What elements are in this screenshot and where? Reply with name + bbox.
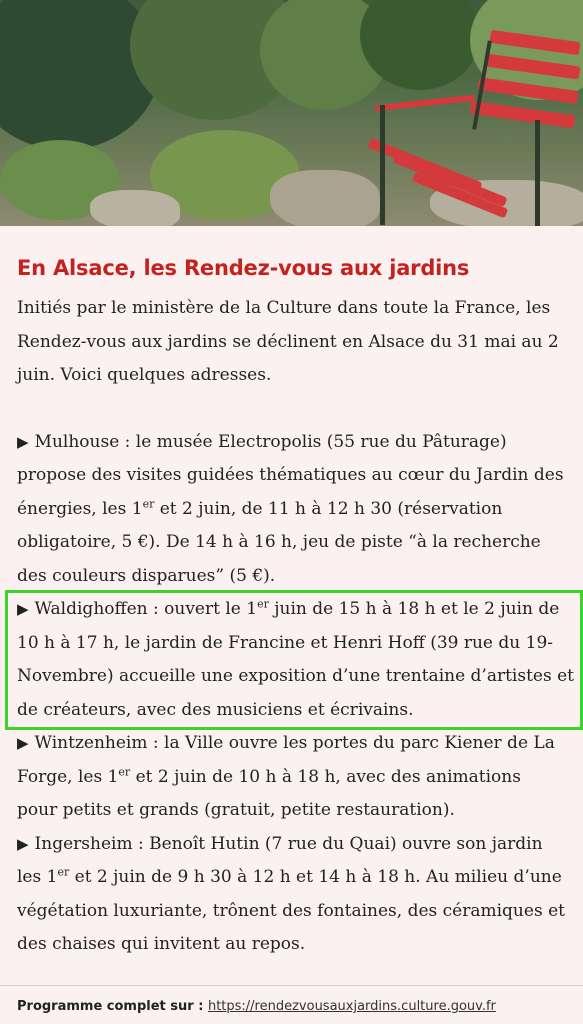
footer-label: Programme complet sur : <box>17 999 208 1014</box>
article-title: En Alsace, les Rendez-vous aux jardins <box>17 256 470 280</box>
garden-photo <box>0 0 583 226</box>
event-item-mulhouse <box>17 426 566 594</box>
event-text: et 2 juin de 10 h à 18 h, avec des animations pour petits et grands (gratuit, petite restauration). <box>17 766 521 820</box>
article-intro: Initiés par le ministère de la Culture dans toute la France, les Rendez-vous aux jardins se déclinent en Alsace du 31 mai au 2 juin. Voici quelques adresses. <box>17 298 559 385</box>
article-body <box>0 256 583 962</box>
event-text: : la Ville ouvre les portes du parc Kiener de La Forge, les 1 <box>17 733 555 787</box>
photo-rock <box>270 170 380 226</box>
event-text: juin de 15 h à 18 h et le 2 juin de 10 h à 17 h, le jardin de Francine et Henri Hoff (39 rue du 19-Novembre) accueille une exposition d’une trentaine d’artistes et de créateurs, avec des musiciens et écrivains. <box>17 599 574 720</box>
chair-leg <box>380 105 385 225</box>
event-item-waldighoffen <box>8 593 580 727</box>
event-text: et 2 juin de 9 h 30 à 12 h et 14 h à 18 h. Au milieu d’une végétation luxuriante, trônent des fontaines, des céramiques et des chaises qui invitent au repos. <box>17 867 565 954</box>
chair-leg <box>535 120 540 226</box>
play-arrow-icon: ▶ <box>17 834 29 853</box>
chair-slat <box>470 101 576 128</box>
footer-program <box>17 999 496 1014</box>
ordinal-suffix: er <box>57 865 70 879</box>
event-text: et 2 juin, de 11 h à 12 h 30 (réservation obligatoire, 5 €). De 14 h à 16 h, jeu de piste “à la recherche des couleurs disparues” (5 €). <box>17 498 541 586</box>
ordinal-suffix: er <box>142 496 155 510</box>
event-text: : le musée Electropolis (55 rue du Pâturage) propose des visites guidées thématiques au cœur du Jardin des énergies, les 1 <box>17 431 564 519</box>
event-text: : Benoît Hutin (7 rue du Quai) ouvre son jardin les 1 <box>17 833 543 887</box>
ordinal-suffix: er <box>118 764 131 778</box>
play-arrow-icon: ▶ <box>17 432 29 451</box>
event-place: Mulhouse <box>34 431 120 452</box>
program-link[interactable]: https://rendezvousauxjardins.culture.gouv.fr <box>207 999 496 1014</box>
event-item-wintzenheim <box>17 727 566 828</box>
play-arrow-icon: ▶ <box>17 600 29 618</box>
play-arrow-icon: ▶ <box>17 734 29 752</box>
chair-arm <box>375 95 475 111</box>
event-item-ingersheim <box>17 828 566 962</box>
footer-divider <box>0 985 583 986</box>
event-place: Ingersheim <box>34 833 133 854</box>
event-place: Wintzenheim <box>34 733 148 753</box>
event-place: Waldighoffen <box>34 599 148 619</box>
event-text: : ouvert le 1 <box>147 599 258 619</box>
photo-rock <box>90 190 180 226</box>
ordinal-suffix: er <box>257 597 269 611</box>
